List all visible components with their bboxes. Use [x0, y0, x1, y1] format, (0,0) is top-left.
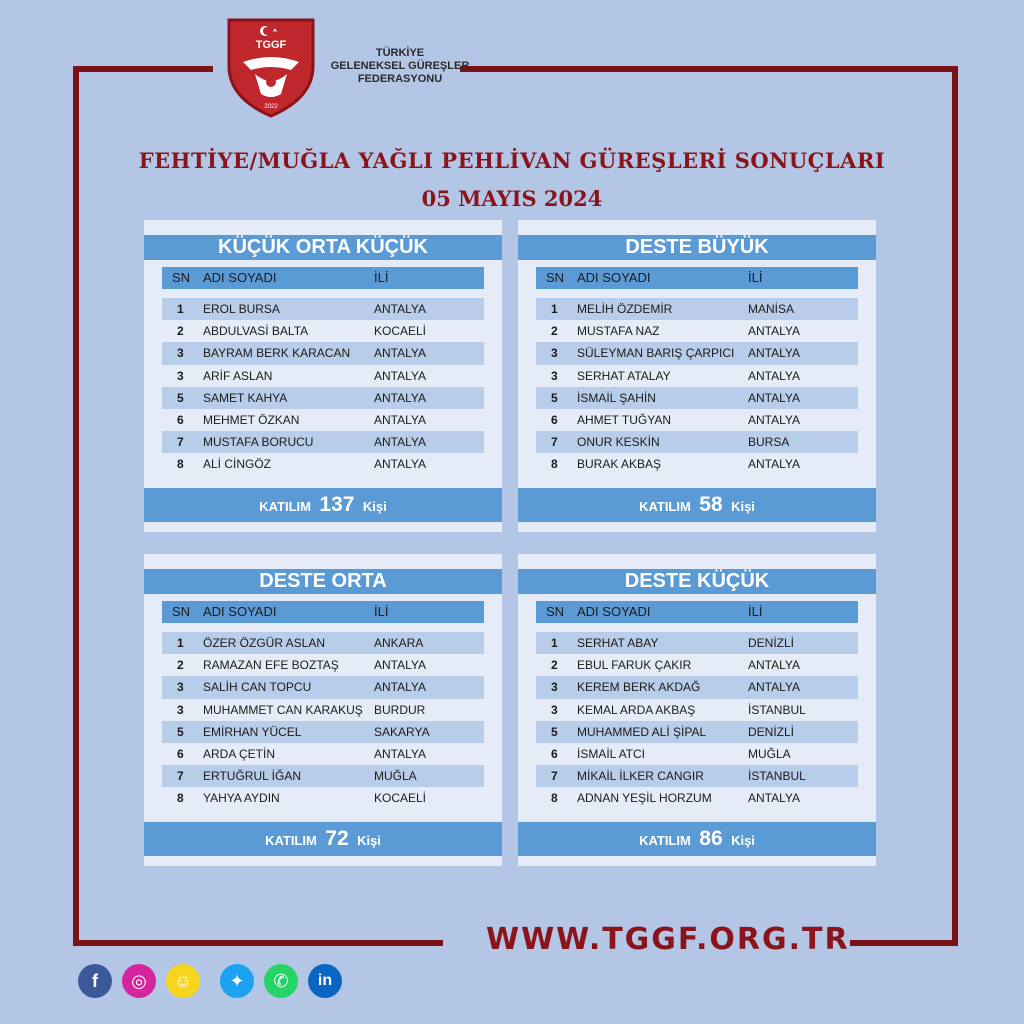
- org-name-line: TÜRKİYE: [375, 47, 425, 59]
- table-row: [162, 787, 484, 809]
- org-name-line: GELENEKSEL GÜREŞLER: [330, 60, 470, 72]
- column-header-sn: SN: [546, 270, 565, 285]
- row-wrestler-name: EBUL FARUK ÇAKIR: [577, 658, 692, 673]
- row-city: BURSA: [748, 435, 790, 450]
- row-wrestler-name: SERHAT ABAY: [577, 636, 659, 650]
- row-city: İSTANBUL: [748, 769, 806, 784]
- row-wrestler-name: ÖZER ÖZGÜR ASLAN: [203, 636, 326, 650]
- instagram-icon[interactable]: ◎: [122, 964, 156, 998]
- row-rank: 2: [177, 324, 184, 339]
- row-rank: 7: [551, 435, 558, 450]
- participation-count: 72: [325, 827, 349, 850]
- table-row: [162, 365, 484, 387]
- row-rank: 1: [177, 302, 184, 316]
- row-rank: 3: [177, 680, 184, 695]
- row-rank: 1: [551, 302, 558, 316]
- snapchat-icon[interactable]: ☺: [166, 964, 200, 998]
- row-wrestler-name: ARİF ASLAN: [203, 368, 273, 383]
- row-rank: 5: [177, 390, 184, 405]
- table-row: [536, 721, 858, 743]
- row-city: BURDUR: [374, 702, 426, 717]
- row-wrestler-name: SALİH CAN TOPCU: [203, 680, 312, 695]
- row-wrestler-name: EROL BURSA: [203, 302, 280, 316]
- panel-title: KÜÇÜK ORTA KÜÇÜK: [144, 235, 502, 260]
- row-city: ANTALYA: [748, 390, 801, 405]
- results-table: [536, 632, 858, 810]
- linkedin-icon[interactable]: in: [308, 964, 342, 998]
- row-rank: 3: [551, 702, 558, 717]
- panel-title: DESTE KÜÇÜK: [518, 569, 876, 594]
- row-rank: 5: [551, 724, 558, 739]
- row-city: ANTALYA: [374, 368, 427, 383]
- participation-footer: [518, 822, 876, 856]
- row-rank: 3: [177, 702, 184, 717]
- row-rank: 5: [177, 724, 184, 739]
- row-wrestler-name: ADNAN YEŞİL HORZUM: [577, 791, 712, 806]
- row-wrestler-name: SAMET KAHYA: [203, 390, 288, 405]
- row-wrestler-name: ERTUĞRUL İĞAN: [203, 769, 302, 784]
- row-rank: 7: [177, 769, 184, 784]
- row-rank: 7: [551, 769, 558, 784]
- row-rank: 3: [551, 368, 558, 383]
- row-wrestler-name: ALİ CİNGÖZ: [203, 457, 272, 472]
- row-wrestler-name: SÜLEYMAN BARIŞ ÇARPICI: [577, 346, 735, 361]
- row-city: ANTALYA: [374, 412, 427, 427]
- row-wrestler-name: MELİH ÖZDEMİR: [577, 302, 673, 316]
- row-rank: 3: [177, 346, 184, 361]
- column-header-sn: SN: [546, 604, 565, 619]
- table-row: [536, 320, 858, 342]
- row-city: ANTALYA: [374, 680, 427, 695]
- row-wrestler-name: ONUR KESKİN: [577, 435, 660, 450]
- row-city: ANTALYA: [374, 302, 427, 316]
- table-row: [162, 632, 484, 654]
- website-link[interactable]: WWW.TGGF.ORG.TR: [486, 922, 850, 957]
- row-rank: 5: [551, 390, 558, 405]
- row-wrestler-name: İSMAİL ŞAHİN: [577, 390, 656, 405]
- row-rank: 1: [177, 636, 184, 650]
- table-row: [536, 676, 858, 698]
- table-header: [162, 267, 484, 289]
- participation-unit: Kişi: [731, 833, 755, 848]
- results-table: [162, 298, 484, 476]
- participation-label: KATILIM: [639, 833, 691, 848]
- table-row: [536, 765, 858, 787]
- row-wrestler-name: MİKAİL İLKER CANGIR: [577, 769, 704, 784]
- org-name: [325, 47, 475, 86]
- row-rank: 8: [551, 457, 558, 472]
- row-rank: 2: [551, 324, 558, 339]
- table-row: [162, 743, 484, 765]
- row-rank: 2: [551, 658, 558, 673]
- table-row: [536, 409, 858, 431]
- participation-footer: [518, 488, 876, 522]
- row-wrestler-name: ABDULVASİ BALTA: [203, 324, 309, 339]
- participation-unit: Kişi: [362, 499, 387, 514]
- row-rank: 7: [177, 435, 184, 450]
- participation-count: 137: [319, 493, 355, 516]
- logo-text: TGGF: [255, 39, 287, 51]
- row-wrestler-name: YAHYA AYDIN: [203, 791, 280, 806]
- row-city: ANTALYA: [374, 457, 427, 472]
- table-row: [536, 431, 858, 453]
- row-rank: 2: [177, 658, 184, 673]
- row-wrestler-name: ARDA ÇETİN: [203, 746, 276, 761]
- row-wrestler-name: MUHAMMED ALİ ŞİPAL: [577, 724, 707, 739]
- row-city: SAKARYA: [374, 724, 430, 739]
- participation-label: KATILIM: [259, 499, 311, 514]
- participation-footer: [144, 822, 502, 856]
- participation-count: 58: [699, 493, 723, 516]
- column-header-city: İLİ: [748, 270, 763, 285]
- row-wrestler-name: SERHAT ATALAY: [577, 368, 671, 383]
- results-panel-kucuk-orta-kucuk: [144, 220, 502, 532]
- row-city: DENİZLİ: [748, 724, 795, 739]
- table-row: [162, 676, 484, 698]
- row-city: ANTALYA: [748, 324, 801, 339]
- table-row: [536, 654, 858, 676]
- column-header-name: ADI SOYADI: [203, 604, 277, 619]
- row-wrestler-name: RAMAZAN EFE BOZTAŞ: [203, 658, 339, 673]
- panel-title: DESTE ORTA: [144, 569, 502, 594]
- column-header-city: İLİ: [374, 270, 389, 285]
- twitter-icon[interactable]: ✦: [220, 964, 254, 998]
- table-row: [162, 320, 484, 342]
- participation-footer: [144, 488, 502, 522]
- row-rank: 8: [551, 791, 558, 806]
- results-panel-deste-kucuk: [518, 554, 876, 866]
- table-row: [162, 699, 484, 721]
- column-header-city: İLİ: [374, 604, 389, 619]
- table-row: [536, 342, 858, 364]
- row-city: ANKARA: [374, 636, 424, 650]
- table-row: [162, 387, 484, 409]
- table-row: [162, 342, 484, 364]
- row-city: ANTALYA: [748, 346, 801, 361]
- row-city: ANTALYA: [748, 412, 801, 427]
- table-row: [536, 699, 858, 721]
- whatsapp-icon[interactable]: ✆: [264, 964, 298, 998]
- row-city: ANTALYA: [748, 457, 801, 472]
- row-city: ANTALYA: [374, 746, 427, 761]
- row-city: ANTALYA: [748, 368, 801, 383]
- table-row: [536, 298, 858, 320]
- row-rank: 6: [551, 412, 558, 427]
- column-header-sn: SN: [172, 270, 191, 285]
- row-city: ANTALYA: [374, 346, 427, 361]
- table-header: [162, 601, 484, 623]
- row-rank: 3: [177, 368, 184, 383]
- table-row: [162, 453, 484, 475]
- frame-line-bottom-left: [73, 940, 443, 946]
- row-wrestler-name: MUHAMMET CAN KARAKUŞ: [203, 702, 363, 717]
- row-city: ANTALYA: [374, 658, 427, 673]
- results-panel-deste-buyuk: [518, 220, 876, 532]
- row-city: MANİSA: [748, 302, 795, 316]
- row-city: ANTALYA: [748, 791, 801, 806]
- row-wrestler-name: KEREM BERK AKDAĞ: [577, 680, 701, 695]
- row-wrestler-name: AHMET TUĞYAN: [577, 412, 672, 427]
- table-row: [536, 387, 858, 409]
- column-header-city: İLİ: [748, 604, 763, 619]
- column-header-name: ADI SOYADI: [577, 604, 651, 619]
- event-date: 05 MAYIS 2024: [421, 186, 603, 211]
- row-rank: 8: [177, 457, 184, 472]
- column-header-sn: SN: [172, 604, 191, 619]
- row-wrestler-name: MUSTAFA BORUCU: [203, 435, 314, 450]
- participation-unit: Kişi: [731, 499, 755, 514]
- table-row: [536, 787, 858, 809]
- row-wrestler-name: BURAK AKBAŞ: [577, 457, 662, 472]
- results-table: [536, 298, 858, 476]
- row-rank: 8: [177, 791, 184, 806]
- results-table: [162, 632, 484, 810]
- row-wrestler-name: BAYRAM BERK KARACAN: [203, 346, 351, 361]
- panel-title: DESTE BÜYÜK: [518, 235, 876, 260]
- column-header-name: ADI SOYADI: [577, 270, 651, 285]
- row-city: ANTALYA: [374, 435, 427, 450]
- row-city: MUĞLA: [748, 746, 791, 761]
- row-city: ANTALYA: [748, 680, 801, 695]
- facebook-icon[interactable]: f: [78, 964, 112, 998]
- row-rank: 6: [177, 746, 184, 761]
- participation-count: 86: [699, 827, 723, 850]
- row-city: ANTALYA: [374, 390, 427, 405]
- row-wrestler-name: İSMAİL ATCI: [577, 746, 646, 761]
- row-rank: 1: [551, 636, 558, 650]
- row-city: ANTALYA: [748, 658, 801, 673]
- row-city: İSTANBUL: [748, 702, 806, 717]
- table-header: [536, 267, 858, 289]
- table-row: [162, 431, 484, 453]
- table-row: [536, 632, 858, 654]
- row-wrestler-name: MEHMET ÖZKAN: [203, 412, 300, 427]
- row-rank: 6: [551, 746, 558, 761]
- row-rank: 3: [551, 346, 558, 361]
- table-row: [536, 365, 858, 387]
- row-wrestler-name: MUSTAFA NAZ: [577, 324, 660, 339]
- row-rank: 6: [177, 412, 184, 427]
- row-city: MUĞLA: [374, 769, 417, 784]
- row-city: KOCAELİ: [374, 791, 427, 806]
- frame-line-top-right: [460, 66, 958, 72]
- table-header: [536, 601, 858, 623]
- table-row: [162, 721, 484, 743]
- org-name-line: FEDERASYONU: [357, 73, 443, 85]
- row-wrestler-name: EMİRHAN YÜCEL: [203, 724, 302, 739]
- row-city: DENİZLİ: [748, 636, 795, 650]
- row-city: KOCAELİ: [374, 324, 427, 339]
- table-row: [536, 743, 858, 765]
- row-wrestler-name: KEMAL ARDA AKBAŞ: [577, 702, 696, 717]
- frame-line-top-left: [73, 66, 213, 72]
- row-rank: 3: [551, 680, 558, 695]
- table-row: [536, 453, 858, 475]
- page-title: FEHTİYE/MUĞLA YAĞLI PEHLİVAN GÜREŞLERİ SONUÇLARI: [138, 148, 886, 173]
- column-header-name: ADI SOYADI: [203, 270, 277, 285]
- participation-label: KATILIM: [639, 499, 691, 514]
- results-panel-deste-orta: [144, 554, 502, 866]
- frame-line-bottom-right: [850, 940, 958, 946]
- logo-year: 2022: [264, 104, 278, 110]
- table-row: [162, 409, 484, 431]
- participation-label: KATILIM: [265, 833, 317, 848]
- table-row: [162, 765, 484, 787]
- table-row: [162, 654, 484, 676]
- table-row: [162, 298, 484, 320]
- tggf-logo: [225, 14, 317, 118]
- participation-unit: Kişi: [357, 833, 381, 848]
